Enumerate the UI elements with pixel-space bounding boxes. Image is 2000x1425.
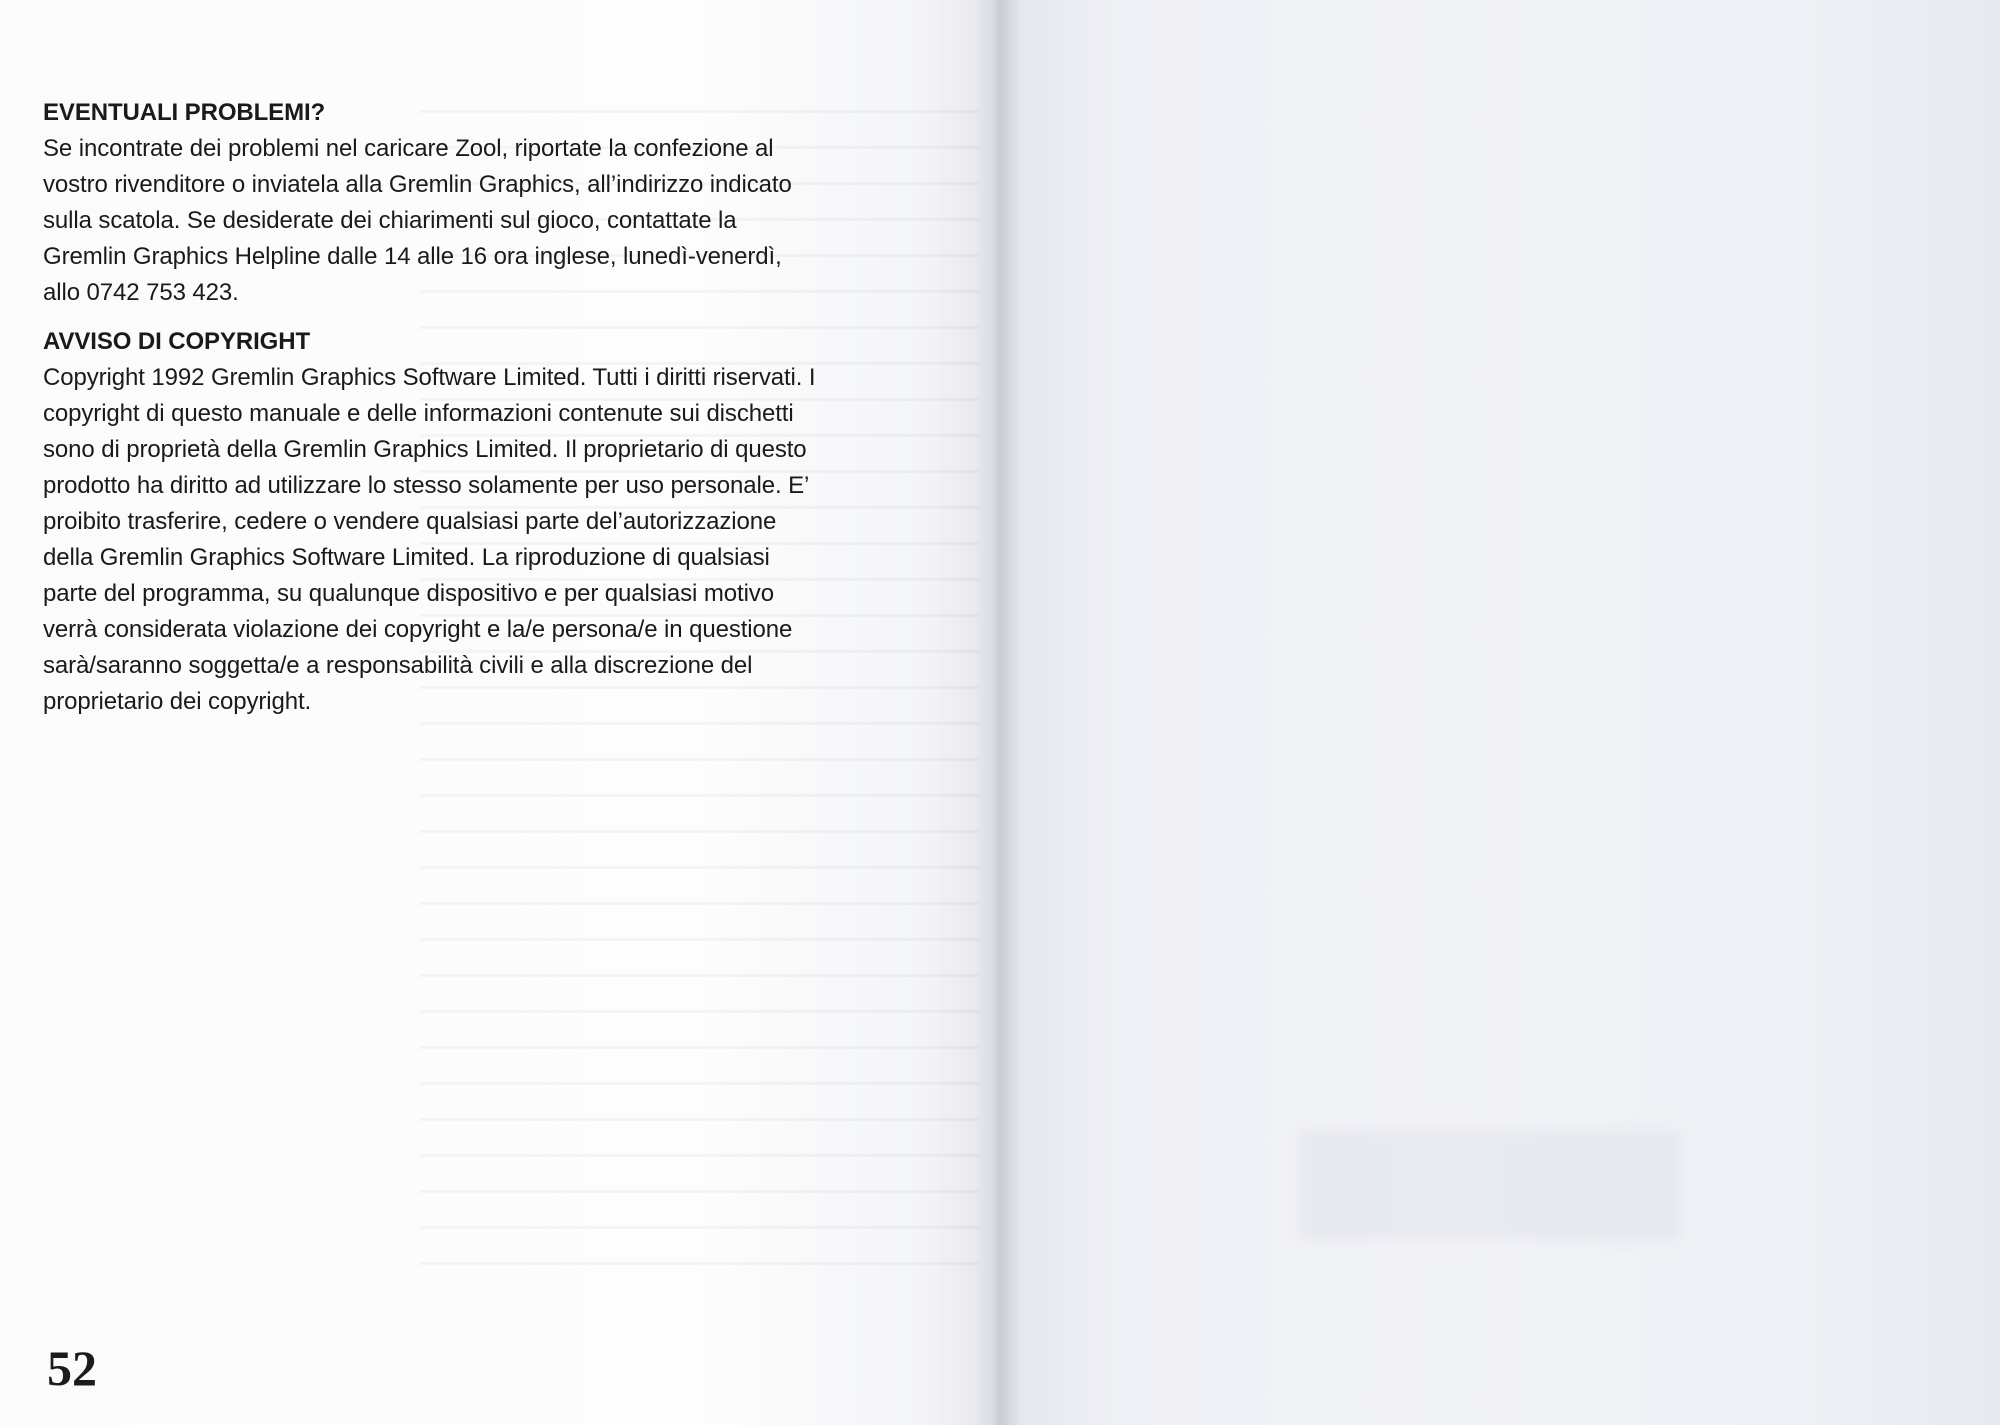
- body-line: parte del programma, su qualunque dispositivo e per qualsiasi motivo: [43, 580, 774, 607]
- section-problems: [43, 95, 978, 311]
- body-line: sulla scatola. Se desiderate dei chiarimenti sul gioco, contattate la: [43, 207, 737, 234]
- section-title-copyright: AVVISO DI COPYRIGHT: [43, 328, 311, 355]
- body-line: copyright di questo manuale e delle informazioni contenute sui dischetti: [43, 400, 794, 427]
- section-body-copyright: [43, 360, 978, 720]
- section-copyright: [43, 324, 978, 720]
- body-line: Copyright 1992 Gremlin Graphics Software Limited. Tutti i diritti riservati. I: [43, 364, 816, 391]
- text-block: [43, 95, 978, 733]
- body-line: proprietario dei copyright.: [43, 688, 312, 715]
- left-page: [0, 0, 990, 1425]
- body-line: sarà/saranno soggetta/e a responsabilità civili e alla discrezione del: [43, 652, 753, 679]
- body-line: sono di proprietà della Gremlin Graphics Limited. Il proprietario di questo: [43, 436, 807, 463]
- section-body-problems: [43, 131, 978, 311]
- page-number: 52: [47, 1340, 97, 1396]
- body-line: allo 0742 753 423.: [43, 279, 239, 306]
- body-line: Gremlin Graphics Helpline dalle 14 alle 16 ora inglese, lunedì-venerdì,: [43, 243, 782, 270]
- book-gutter: [975, 0, 1020, 1425]
- body-line: vostro rivenditore o inviatela alla Gremlin Graphics, all’indirizzo indicato: [43, 171, 792, 198]
- body-line: della Gremlin Graphics Software Limited. La riproduzione di qualsiasi: [43, 544, 770, 571]
- body-line: Se incontrate dei problemi nel caricare Zool, riportate la confezione al: [43, 135, 774, 162]
- body-line: prodotto ha diritto ad utilizzare lo stesso solamente per uso personale. E’: [43, 472, 810, 499]
- body-line: verrà considerata violazione dei copyright e la/e persona/e in questione: [43, 616, 793, 643]
- show-through-logo: [1300, 1130, 1680, 1240]
- section-title-problems: EVENTUALI PROBLEMI?: [43, 99, 326, 126]
- body-line: proibito trasferire, cedere o vendere qualsiasi parte del’autorizzazione: [43, 508, 777, 535]
